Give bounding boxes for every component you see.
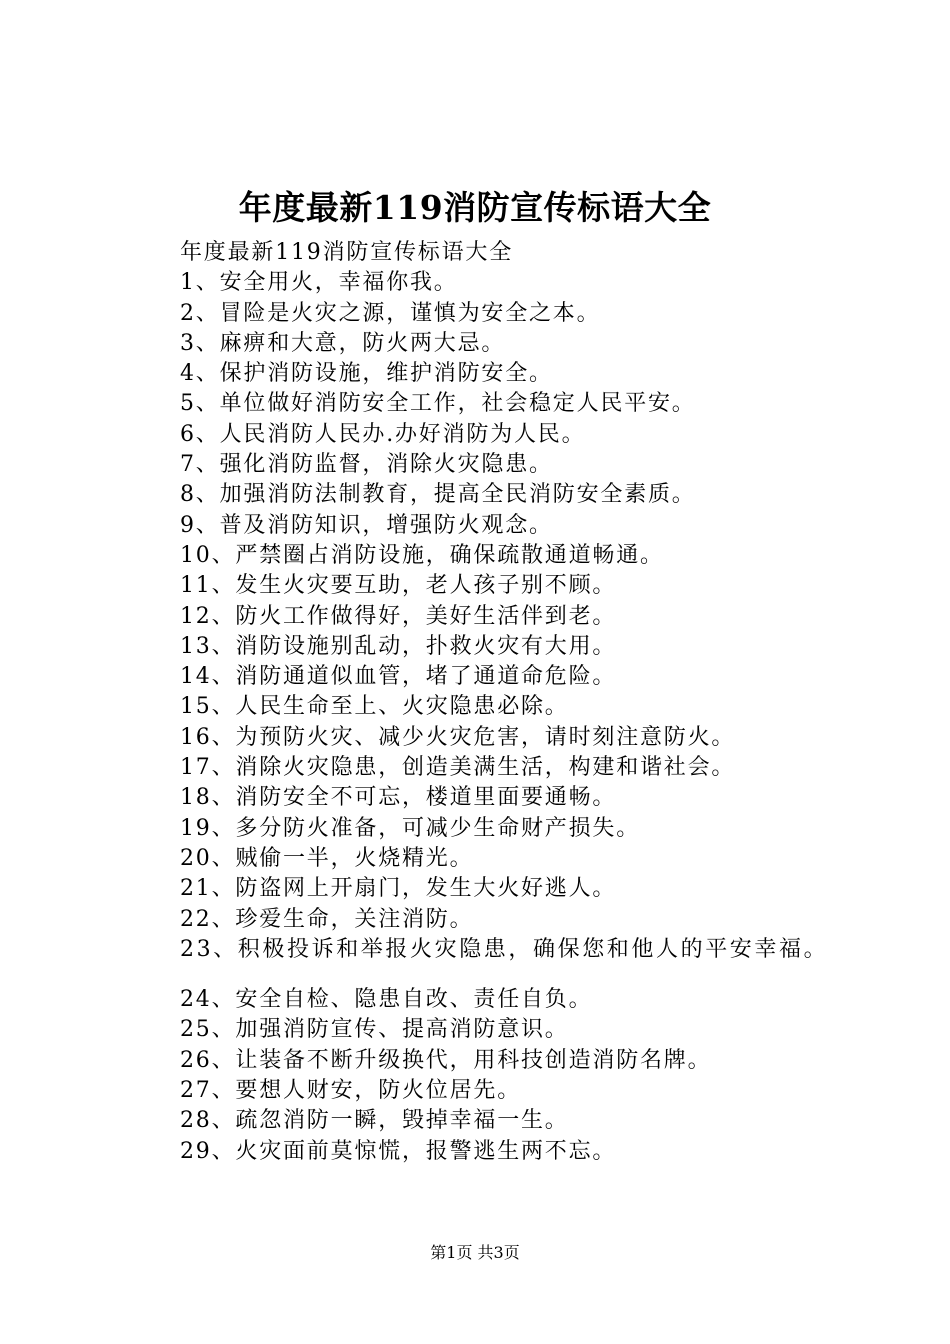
slogan-line: 2、冒险是火灾之源，谨慎为安全之本。 [180,300,601,326]
document-title: 年度最新119消防宣传标语大全 [238,188,712,227]
slogan-line: 21、防盗网上开扇门，发生大火好逃人。 [180,876,617,902]
slogan-line: 29、火灾面前莫惊慌，报警逃生两不忘。 [180,1138,617,1164]
slogan-line: 13、消防设施别乱动，扑救火灾有大用。 [180,633,617,659]
slogan-line: 12、防火工作做得好，美好生活伴到老。 [180,603,617,629]
page-number-footer: 第1页 共3页 [430,1243,520,1262]
slogan-line: 15、人民生命至上、火灾隐患必除。 [180,694,569,720]
slogan-line: 25、加强消防宣传、提高消防意识。 [180,1017,569,1043]
slogan-line: 10、严禁圈占消防设施，确保疏散通道畅通。 [180,542,664,568]
slogan-line: 16、为预防火灾、减少火灾危害，请时刻注意防火。 [180,724,736,750]
slogan-line: 11、发生火灾要互助，老人孩子别不顾。 [180,573,617,599]
slogan-line: 5、单位做好消防安全工作，社会稳定人民平安。 [180,391,696,417]
slogan-line: 9、普及消防知识，增强防火观念。 [180,512,553,538]
slogan-line: 28、疏忽消防一瞬，毁掉幸福一生。 [180,1108,569,1134]
slogan-line: 7、强化消防监督，消除火灾隐患。 [180,452,553,478]
slogan-line: 8、加强消防法制教育，提高全民消防安全素质。 [180,482,696,508]
slogan-line: 24、安全自检、隐患自改、责任自负。 [180,987,593,1013]
slogan-line: 6、人民消防人民办.办好消防为人民。 [180,421,586,447]
slogan-line: 3、麻痹和大意，防火两大忌。 [180,330,506,356]
document-body [180,238,880,1167]
slogan-line: 14、消防通道似血管，堵了通道命危险。 [180,664,617,690]
slogan-line: 18、消防安全不可忘，楼道里面要通畅。 [180,785,617,811]
slogan-line: 27、要想人财安，防火位居先。 [180,1078,521,1104]
slogan-line: 23、积极投诉和举报火灾隐患，确保您和他人的平安幸福。 [180,936,829,962]
slogan-line: 19、多分防火准备，可减少生命财产损失。 [180,815,640,841]
slogan-line: 20、贼偷一半，火烧精光。 [180,845,474,871]
slogan-line: 22、珍爱生命，关注消防。 [180,906,474,932]
document-subtitle: 年度最新119消防宣传标语大全 [180,240,513,265]
slogan-line: 4、保护消防设施，维护消防安全。 [180,361,553,387]
slogan-line: 26、让装备不断升级换代，用科技创造消防名牌。 [180,1047,712,1073]
slogan-line: 1、安全用火，幸福你我。 [180,270,458,296]
slogan-line: 17、消除火灾隐患，创造美满生活，构建和谐社会。 [180,755,736,781]
